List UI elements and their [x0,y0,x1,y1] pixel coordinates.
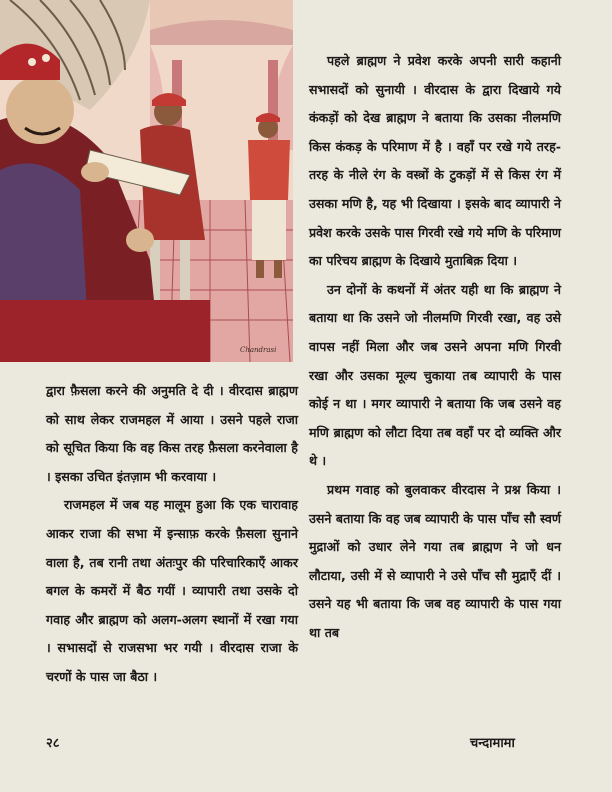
page-number: २८ [46,736,60,751]
right-paragraph-3: प्रथम गवाह को बुलवाकर वीरदास ने प्रश्न किया । उसने बताया कि वह जब व्यापारी के पास पाँच सौ स्वर्ण मुद्राओं को उधार लेने गया तब ब्राह्मण ने जो धन लौटाया, उसी में से व्यापारी ने उसे पाँच सौ मुद्राएँ दीं । उसने यह भी बताया कि जब वह व्यापारी के पास गया था तब [309,481,561,640]
story-illustration [0,0,293,362]
right-paragraph-2: उन दोनों के कथनों में अंतर यही था कि ब्राह्मण ने बताया था कि उसने जो नीलमणि गिरवी रखा, वह उसे वापस नहीं मिला और जब उसने अपना मणि गिरवी रखा और उसका मूल्य चुकाया तब व्यापारी के पास कोई न था । मगर व्यापारी ने बताया कि जब उसने वह मणि ब्राह्मण को लौटा दिया तब वहाँ पर दो व्यक्ति और थे । [309,281,561,469]
right-paragraph-1: पहले ब्राह्मण ने प्रवेश करके अपनी सारी कहानी सभासदों को सुनायी । वीरदास के द्वारा दिखाये गये कंकड़ों को देख ब्राह्मण ने बताया कि उसका नीलमणि किस कंकड़ के परिमाण में है । वहाँ पर रखे गये तरह-तरह के नीले रंग के वस्त्रों के टुकड़ों में से किस रंग में उसका मणि है, यह भी दिखाया । इसके बाद व्यापारी ने प्रवेश करके उसके पास गिरवी रखे गये मणि के परिमाण का परिचय ब्राह्मण के दिखाये मुताबिक़ दिया । [309,53,561,269]
right-column [309,47,561,647]
left-column [46,377,298,692]
left-paragraph-1: द्वारा फ़ैसला करने की अनुमति दे दी । वीरदास ब्राह्मण को साथ लेकर राजमहल में आया । उसने पहले राजा को सूचित किया कि वह किस तरह फ़ैसला करनेवाला है । इसका उचित इंतज़ाम भी करवाया । [46,383,298,484]
artist-signature: Chandrasi [240,346,277,354]
magazine-name: चन्दामामा [470,736,515,751]
left-paragraph-2: राजमहल में जब यह मालूम हुआ कि एक चारावाह आकर राजा की सभा में इन्साफ़ करके फ़ैसला सुनाने वाला है, तब रानी तथा अंतःपुर की परिचारिकाएँ आकर बगल के कमरों में बैठ गयीं । व्यापारी तथा उसके दो गवाह और ब्राह्मण को अलग-अलग स्थानों में रखा गया । सभासदों से राजसभा भर गयी । वीरदास राजा के चरणों के पास जा बैठा । [46,497,298,684]
